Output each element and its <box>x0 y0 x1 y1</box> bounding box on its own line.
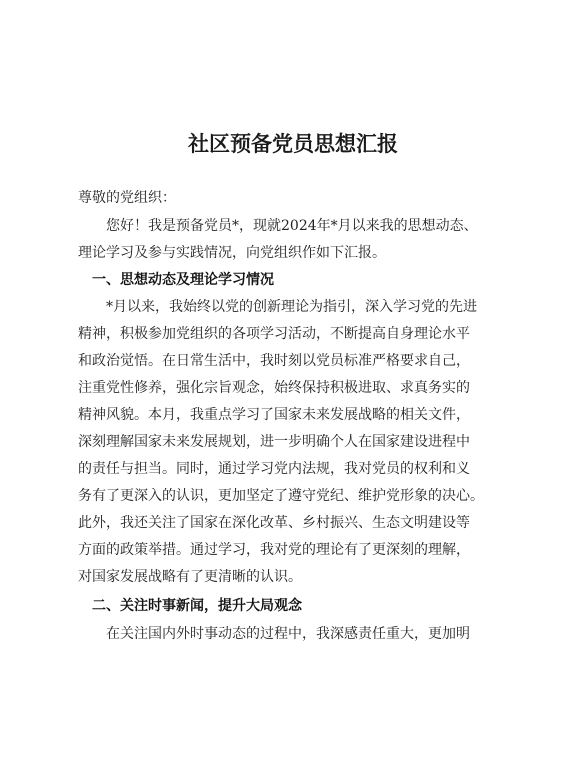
paragraph-line: 此外，我还关注了国家在深化改革、乡村振兴、生态文明建设等 <box>78 515 470 531</box>
document-title: 社区预备党员思想汇报 <box>188 131 398 156</box>
paragraph-line: 注重党性修养，强化宗旨观念，始终保持积极进取、求真务实的 <box>78 380 470 396</box>
section-heading-1: 一、思想动态及理论学习情况 <box>92 272 274 288</box>
section-heading-2: 二、关注时事新闻，提升大局观念 <box>92 598 302 614</box>
paragraph-line: 方面的政策举措。通过学习，我对党的理论有了更深刻的理解， <box>78 542 470 558</box>
paragraph-line: 精神风貌。本月，我重点学习了国家未来发展战略的相关文件， <box>78 407 470 423</box>
paragraph-line: *月以来，我始终以党的创新理论为指引，深入学习党的先进 <box>106 299 477 315</box>
paragraph-line: 深刻理解国家未来发展规划，进一步明确个人在国家建设进程中 <box>78 434 470 450</box>
paragraph-line: 在关注国内外时事动态的过程中，我深感责任重大，更加明 <box>106 626 470 642</box>
paragraph-line: 对国家发展战略有了更清晰的认识。 <box>78 569 302 585</box>
paragraph-line: 和政治觉悟。在日常生活中，我时刻以党员标准严格要求自己， <box>78 353 470 369</box>
paragraph-line: 务有了更深入的认识，更加坚定了遵守党纪、维护党形象的决心。 <box>78 488 484 504</box>
paragraph-line: 您好！我是预备党员*，现就2024年*月以来我的思想动态、 <box>106 218 478 234</box>
paragraph-line: 精神，积极参加党组织的各项学习活动，不断提高自身理论水平 <box>78 326 470 342</box>
paragraph-line: 的责任与担当。同时，通过学习党内法规，我对党员的权利和义 <box>78 461 470 477</box>
paragraph-line: 理论学习及参与实践情况，向党组织作如下汇报。 <box>78 245 386 261</box>
salutation: 尊敬的党组织： <box>78 190 176 206</box>
